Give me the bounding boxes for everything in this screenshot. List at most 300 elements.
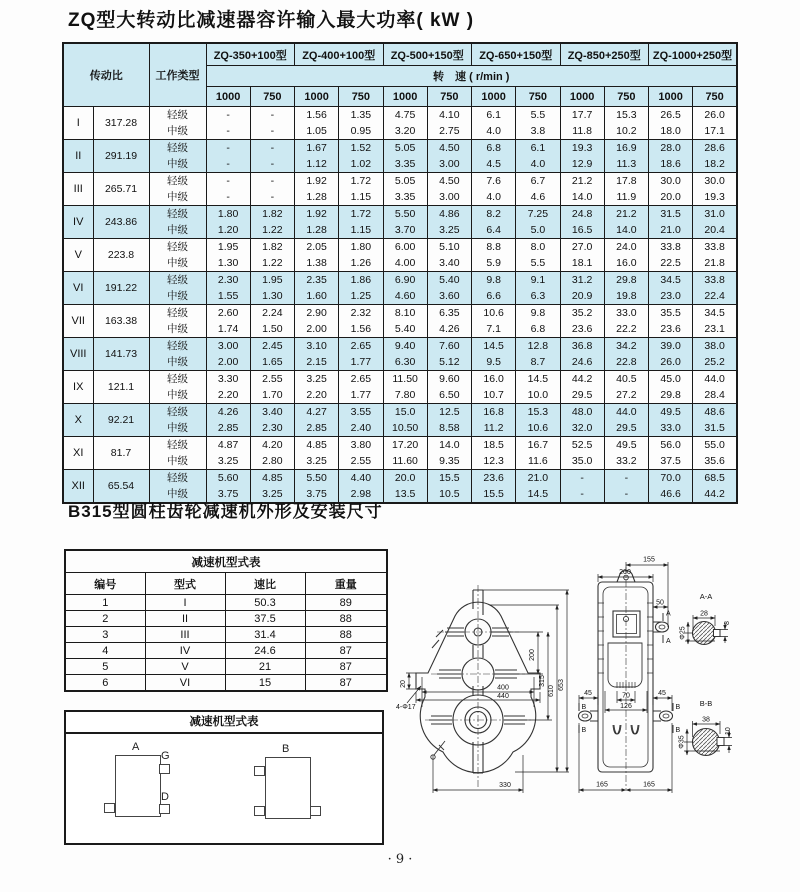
row-numeral: IV xyxy=(63,206,93,239)
power-cell: 7.60 5.12 xyxy=(427,338,471,371)
speed-value: 750 xyxy=(339,87,383,107)
svg-text:610: 610 xyxy=(548,685,555,697)
power-cell: 5.5 3.8 xyxy=(516,107,560,140)
speed-value: 1000 xyxy=(206,87,250,107)
type-table-cell: 88 xyxy=(305,627,387,643)
power-cell: 3.10 2.15 xyxy=(295,338,339,371)
row-worktype: 轻级 中级 xyxy=(149,272,206,305)
power-cell: 20.0 13.5 xyxy=(383,470,427,504)
power-cell: 2.65 1.77 xyxy=(339,371,383,404)
row-worktype: 轻级 中级 xyxy=(149,470,206,504)
row-worktype: 轻级 中级 xyxy=(149,239,206,272)
svg-text:45: 45 xyxy=(658,690,666,697)
svg-text:126: 126 xyxy=(620,703,632,710)
power-cell: 4.86 3.25 xyxy=(427,206,471,239)
row-numeral: VIII xyxy=(63,338,93,371)
speed-value: 1000 xyxy=(649,87,693,107)
row-numeral: II xyxy=(63,140,93,173)
power-cell: 4.26 2.85 xyxy=(206,404,250,437)
power-cell: 2.65 1.77 xyxy=(339,338,383,371)
row-worktype: 轻级 中级 xyxy=(149,140,206,173)
row-numeral: IX xyxy=(63,371,93,404)
row-ratio: 243.86 xyxy=(93,206,149,239)
svg-text:20: 20 xyxy=(400,680,407,688)
power-cell: 2.05 1.38 xyxy=(295,239,339,272)
row-worktype: 轻级 中级 xyxy=(149,206,206,239)
svg-text:10: 10 xyxy=(725,727,732,735)
table-row-I xyxy=(63,107,737,140)
power-cell: 6.7 4.6 xyxy=(516,173,560,206)
row-ratio: 81.7 xyxy=(93,437,149,470)
type-table-cell: 5 xyxy=(65,659,145,675)
front-view-dimensions xyxy=(406,590,569,793)
section-bb xyxy=(679,699,733,756)
model-header-3: ZQ-650+150型 xyxy=(472,43,561,66)
row-numeral: V xyxy=(63,239,93,272)
type-table-cell: 50.3 xyxy=(225,595,305,611)
power-cell: 14.5 10.0 xyxy=(516,371,560,404)
variant-b-label: B xyxy=(282,743,290,755)
row-ratio: 265.71 xyxy=(93,173,149,206)
variant-a-stub-top-right xyxy=(159,764,170,774)
power-cell: 21.2 14.0 xyxy=(560,173,604,206)
power-cell: 1.82 1.22 xyxy=(250,239,294,272)
power-cell: 1.92 1.28 xyxy=(295,206,339,239)
type-table-row xyxy=(65,643,387,659)
variant-a-port-g-label: G xyxy=(161,750,170,762)
svg-text:315: 315 xyxy=(539,675,546,687)
row-numeral: XII xyxy=(63,470,93,504)
power-cell: 5.40 3.60 xyxy=(427,272,471,305)
power-cell: 16.7 11.6 xyxy=(516,437,560,470)
power-cell: 49.5 33.2 xyxy=(604,437,648,470)
svg-text:B-B: B-B xyxy=(699,699,713,708)
type-table-row xyxy=(65,611,387,627)
power-cell: 21.2 14.0 xyxy=(604,206,648,239)
power-cell: 18.5 12.3 xyxy=(472,437,516,470)
svg-text:653: 653 xyxy=(558,679,565,691)
row-numeral: XI xyxy=(63,437,93,470)
row-worktype: 轻级 中级 xyxy=(149,338,206,371)
power-cell: 33.8 22.5 xyxy=(649,239,693,272)
power-cell: 5.50 3.75 xyxy=(295,470,339,504)
worktype-header: 工作类型 xyxy=(149,43,206,107)
svg-text:B: B xyxy=(675,727,681,734)
power-cell: 5.60 3.75 xyxy=(206,470,250,504)
power-cell: 2.24 1.50 xyxy=(250,305,294,338)
power-cell: 4.75 3.20 xyxy=(383,107,427,140)
power-cell: 31.2 20.9 xyxy=(560,272,604,305)
power-cell: 7.25 5.0 xyxy=(516,206,560,239)
power-cell: 14.0 9.35 xyxy=(427,437,471,470)
power-cell: 4.40 2.98 xyxy=(339,470,383,504)
type-table-cell: II xyxy=(145,611,225,627)
power-cell: 5.50 3.70 xyxy=(383,206,427,239)
row-numeral: VI xyxy=(63,272,93,305)
power-cell: 30.0 19.3 xyxy=(693,173,737,206)
power-cell: 16.0 10.7 xyxy=(472,371,516,404)
power-cell: - - xyxy=(206,107,250,140)
power-cell: 1.92 1.28 xyxy=(295,173,339,206)
row-worktype: 轻级 中级 xyxy=(149,305,206,338)
power-cell: 33.8 22.4 xyxy=(693,272,737,305)
power-cell: 29.8 19.8 xyxy=(604,272,648,305)
power-cell: 2.30 1.55 xyxy=(206,272,250,305)
svg-text:A: A xyxy=(666,610,671,618)
type-table-cell: 31.4 xyxy=(225,627,305,643)
variant-a-port-d-label: D xyxy=(161,791,169,803)
power-cell: 31.5 21.0 xyxy=(649,206,693,239)
section2-title: B315型圆柱齿轮减速机外形及安装尺寸 xyxy=(68,502,383,521)
type-table-cell: 24.6 xyxy=(225,643,305,659)
power-cell: 6.00 4.00 xyxy=(383,239,427,272)
row-ratio: 121.1 xyxy=(93,371,149,404)
power-cell: 28.6 18.2 xyxy=(693,140,737,173)
power-cell: 14.5 9.5 xyxy=(472,338,516,371)
svg-text:440: 440 xyxy=(497,693,509,700)
power-cell: 56.0 37.5 xyxy=(649,437,693,470)
power-cell: 6.8 4.5 xyxy=(472,140,516,173)
power-cell: 1.86 1.25 xyxy=(339,272,383,305)
power-cell: 35.2 23.6 xyxy=(560,305,604,338)
svg-text:200: 200 xyxy=(529,649,536,661)
power-cell: - - xyxy=(250,140,294,173)
power-cell: 15.5 10.5 xyxy=(427,470,471,504)
power-cell: 26.0 17.1 xyxy=(693,107,737,140)
power-cell: 9.1 6.3 xyxy=(516,272,560,305)
power-cell: 52.5 35.0 xyxy=(560,437,604,470)
type-table-cell: VI xyxy=(145,675,225,692)
power-cell: 4.85 3.25 xyxy=(295,437,339,470)
power-table-body xyxy=(63,107,737,504)
speed-value: 1000 xyxy=(472,87,516,107)
model-header-4: ZQ-850+250型 xyxy=(560,43,649,66)
power-cell: 55.0 35.6 xyxy=(693,437,737,470)
svg-text:8: 8 xyxy=(724,621,731,625)
power-cell: 1.72 1.15 xyxy=(339,206,383,239)
power-cell: 1.67 1.12 xyxy=(295,140,339,173)
power-cell: 33.0 22.2 xyxy=(604,305,648,338)
power-cell: 4.50 3.00 xyxy=(427,140,471,173)
power-cell: 17.7 11.8 xyxy=(560,107,604,140)
power-cell: 6.35 4.26 xyxy=(427,305,471,338)
power-cell: 34.2 22.8 xyxy=(604,338,648,371)
svg-text:A: A xyxy=(666,638,671,645)
power-cell: 21.0 14.5 xyxy=(516,470,560,504)
power-cell: 19.3 12.9 xyxy=(560,140,604,173)
reducer-type-table xyxy=(64,549,388,692)
svg-text:200: 200 xyxy=(619,569,631,576)
power-cell: 2.55 1.70 xyxy=(250,371,294,404)
power-cell: 2.45 1.65 xyxy=(250,338,294,371)
power-cell: 12.8 8.7 xyxy=(516,338,560,371)
table-row-VI xyxy=(63,272,737,305)
power-cell: 2.32 1.56 xyxy=(339,305,383,338)
section1-title: ZQ型大转动比减速器容许输入最大功率( kW ) xyxy=(68,10,475,31)
row-worktype: 轻级 中级 xyxy=(149,404,206,437)
power-cell: 1.72 1.15 xyxy=(339,173,383,206)
power-cell: 3.55 2.40 xyxy=(339,404,383,437)
power-cell: 44.0 28.4 xyxy=(693,371,737,404)
power-cell: - - xyxy=(560,470,604,504)
model-header-2: ZQ-500+150型 xyxy=(383,43,472,66)
power-cell: 45.0 29.8 xyxy=(649,371,693,404)
power-cell: 48.6 31.5 xyxy=(693,404,737,437)
type-table-cell: I xyxy=(145,595,225,611)
power-cell: 6.1 4.0 xyxy=(516,140,560,173)
row-ratio: 317.28 xyxy=(93,107,149,140)
power-cell: 34.5 23.1 xyxy=(693,305,737,338)
speed-value: 750 xyxy=(604,87,648,107)
row-ratio: 291.19 xyxy=(93,140,149,173)
power-cell: 11.50 7.80 xyxy=(383,371,427,404)
power-cell: 3.40 2.30 xyxy=(250,404,294,437)
power-cell: 15.3 10.6 xyxy=(516,404,560,437)
power-cell: 4.10 2.75 xyxy=(427,107,471,140)
power-cell: - - xyxy=(206,173,250,206)
row-ratio: 191.22 xyxy=(93,272,149,305)
row-worktype: 轻级 中级 xyxy=(149,107,206,140)
variant-b-stub-bottom-left xyxy=(254,806,265,816)
power-cell: 33.8 21.8 xyxy=(693,239,737,272)
row-worktype: 轻级 中级 xyxy=(149,437,206,470)
power-cell: 26.5 18.0 xyxy=(649,107,693,140)
type-table-cell: 15 xyxy=(225,675,305,692)
type-table-row xyxy=(65,595,387,611)
power-cell: 23.6 15.5 xyxy=(472,470,516,504)
ratio-header: 传动比 xyxy=(63,43,149,107)
type-table-cell: V xyxy=(145,659,225,675)
power-cell: 3.80 2.55 xyxy=(339,437,383,470)
table-row-III xyxy=(63,173,737,206)
power-table-head xyxy=(63,43,737,107)
model-header-0: ZQ-350+100型 xyxy=(206,43,295,66)
power-cell: - - xyxy=(250,107,294,140)
speed-value: 1000 xyxy=(560,87,604,107)
row-numeral: X xyxy=(63,404,93,437)
power-cell: 2.90 2.00 xyxy=(295,305,339,338)
type-table-cell: III xyxy=(145,627,225,643)
type-table-cell: 87 xyxy=(305,643,387,659)
power-cell: 1.95 1.30 xyxy=(206,239,250,272)
power-cell: 16.9 11.3 xyxy=(604,140,648,173)
power-cell: 30.0 20.0 xyxy=(649,173,693,206)
power-cell: - - xyxy=(206,140,250,173)
power-cell: 1.80 1.26 xyxy=(339,239,383,272)
power-cell: 70.0 46.6 xyxy=(649,470,693,504)
speed-header: 转 速 ( r/min ) xyxy=(206,66,737,87)
table-row-IX xyxy=(63,371,737,404)
power-cell: 48.0 32.0 xyxy=(560,404,604,437)
power-cell: 31.0 20.4 xyxy=(693,206,737,239)
type-table-caption-row xyxy=(65,550,387,573)
model-header-row xyxy=(63,43,737,66)
table-row-VIII xyxy=(63,338,737,371)
svg-text:38: 38 xyxy=(702,716,710,724)
type-table-cell: IV xyxy=(145,643,225,659)
svg-text:165: 165 xyxy=(596,781,608,789)
power-cell: 6.1 4.0 xyxy=(472,107,516,140)
variant-a-body xyxy=(115,755,161,817)
type-table-header-row xyxy=(65,573,387,595)
variant-a-stub-bottom-right xyxy=(159,804,170,814)
power-cell: 10.6 7.1 xyxy=(472,305,516,338)
speed-value: 750 xyxy=(516,87,560,107)
svg-text:28: 28 xyxy=(700,610,708,618)
power-cell: 2.35 1.60 xyxy=(295,272,339,305)
row-ratio: 92.21 xyxy=(93,404,149,437)
power-cell: 1.56 1.05 xyxy=(295,107,339,140)
variant-b-stub-bottom-right xyxy=(310,806,321,816)
svg-text:A-A: A-A xyxy=(699,592,713,601)
svg-text:155: 155 xyxy=(643,556,655,564)
svg-text:165: 165 xyxy=(643,781,655,789)
power-cell: 4.20 2.80 xyxy=(250,437,294,470)
power-cell: 9.8 6.8 xyxy=(516,305,560,338)
power-cell: 17.20 11.60 xyxy=(383,437,427,470)
row-ratio: 223.8 xyxy=(93,239,149,272)
power-cell: 5.05 3.35 xyxy=(383,140,427,173)
power-cell: 28.0 18.6 xyxy=(649,140,693,173)
variant-a-label: A xyxy=(132,741,140,753)
type-table-cell: 4 xyxy=(65,643,145,659)
power-cell: - - xyxy=(604,470,648,504)
variant-b-body xyxy=(265,757,311,819)
power-cell: 49.5 33.0 xyxy=(649,404,693,437)
power-cell: 38.0 25.2 xyxy=(693,338,737,371)
power-cell: 27.0 18.1 xyxy=(560,239,604,272)
type-table-row xyxy=(65,675,387,692)
svg-text:330: 330 xyxy=(499,782,511,789)
variant-a-stub-bottom-left xyxy=(104,803,115,813)
dimension-drawing xyxy=(395,545,800,850)
type-table-cell: 2 xyxy=(65,611,145,627)
power-cell: 7.6 4.0 xyxy=(472,173,516,206)
power-cell: 1.80 1.20 xyxy=(206,206,250,239)
type-table-row xyxy=(65,659,387,675)
svg-text:70: 70 xyxy=(622,692,630,700)
power-cell: 15.3 10.2 xyxy=(604,107,648,140)
power-cell: 4.50 3.00 xyxy=(427,173,471,206)
power-cell: 9.40 6.30 xyxy=(383,338,427,371)
power-cell: 44.0 29.5 xyxy=(604,404,648,437)
power-cell: 9.8 6.6 xyxy=(472,272,516,305)
type-table-cell: 88 xyxy=(305,611,387,627)
row-ratio: 141.73 xyxy=(93,338,149,371)
power-cell: 1.35 0.95 xyxy=(339,107,383,140)
svg-text:Φ35: Φ35 xyxy=(678,735,686,749)
type-table-cell: 87 xyxy=(305,675,387,692)
variant-box-caption: 减速机型式表 xyxy=(66,712,382,734)
type-table-row xyxy=(65,627,387,643)
table-row-X xyxy=(63,404,737,437)
power-cell: 68.5 44.2 xyxy=(693,470,737,504)
power-cell: 24.8 16.5 xyxy=(560,206,604,239)
table-row-IV xyxy=(63,206,737,239)
speed-value: 1000 xyxy=(383,87,427,107)
svg-text:400: 400 xyxy=(497,684,509,692)
power-cell: 5.05 3.35 xyxy=(383,173,427,206)
type-table-header: 型式 xyxy=(145,573,225,595)
power-cell: 15.0 10.50 xyxy=(383,404,427,437)
svg-text:Φ25: Φ25 xyxy=(679,626,687,640)
table-row-V xyxy=(63,239,737,272)
power-cell: 44.2 29.5 xyxy=(560,371,604,404)
table-row-VII xyxy=(63,305,737,338)
row-numeral: III xyxy=(63,173,93,206)
power-cell: - - xyxy=(250,173,294,206)
power-cell: 8.2 6.4 xyxy=(472,206,516,239)
variant-diagram-box xyxy=(64,710,384,845)
power-cell: 1.82 1.22 xyxy=(250,206,294,239)
power-cell: 24.0 16.0 xyxy=(604,239,648,272)
power-cell: 8.8 5.9 xyxy=(472,239,516,272)
power-cell: 17.8 11.9 xyxy=(604,173,648,206)
row-worktype: 轻级 中级 xyxy=(149,371,206,404)
power-cell: 39.0 26.0 xyxy=(649,338,693,371)
table-row-II xyxy=(63,140,737,173)
page-number: · 9 · xyxy=(387,852,413,867)
model-header-5: ZQ-1000+250型 xyxy=(649,43,738,66)
power-cell: 1.95 1.30 xyxy=(250,272,294,305)
speed-value: 750 xyxy=(250,87,294,107)
speed-value: 750 xyxy=(427,87,471,107)
type-table-caption: 减速机型式表 xyxy=(65,550,387,573)
power-cell: 1.52 1.02 xyxy=(339,140,383,173)
power-cell: 3.30 2.20 xyxy=(206,371,250,404)
power-cell: 40.5 27.2 xyxy=(604,371,648,404)
type-table-cell: 1 xyxy=(65,595,145,611)
row-ratio: 163.38 xyxy=(93,305,149,338)
power-cell: 5.10 3.40 xyxy=(427,239,471,272)
power-cell: 8.0 5.5 xyxy=(516,239,560,272)
row-ratio: 65.54 xyxy=(93,470,149,504)
svg-text:50: 50 xyxy=(656,599,664,607)
row-numeral: I xyxy=(63,107,93,140)
power-cell: 3.25 2.20 xyxy=(295,371,339,404)
type-table-header: 重量 xyxy=(305,573,387,595)
power-cell: 4.85 3.25 xyxy=(250,470,294,504)
front-view xyxy=(416,585,540,787)
speed-value: 750 xyxy=(693,87,737,107)
power-cell: 4.87 3.25 xyxy=(206,437,250,470)
power-cell: 4.27 2.85 xyxy=(295,404,339,437)
power-cell: 6.90 4.60 xyxy=(383,272,427,305)
row-numeral: VII xyxy=(63,305,93,338)
section-aa xyxy=(680,592,732,645)
power-cell: 2.60 1.74 xyxy=(206,305,250,338)
type-table-cell: 6 xyxy=(65,675,145,692)
svg-text:4-Φ17: 4-Φ17 xyxy=(396,704,416,711)
type-table-cell: 37.5 xyxy=(225,611,305,627)
power-cell: 3.00 2.00 xyxy=(206,338,250,371)
power-cell: 8.10 5.40 xyxy=(383,305,427,338)
type-table-cell: 21 xyxy=(225,659,305,675)
power-cell: 16.8 11.2 xyxy=(472,404,516,437)
svg-text:45: 45 xyxy=(584,690,592,697)
svg-text:B: B xyxy=(581,727,587,734)
svg-text:B: B xyxy=(675,704,681,711)
model-header-1: ZQ-400+100型 xyxy=(295,43,384,66)
type-table-cell: 87 xyxy=(305,659,387,675)
front-view-labels xyxy=(396,649,565,789)
variant-b-stub-top-left xyxy=(254,766,265,776)
power-rating-table xyxy=(62,42,738,504)
power-cell: 35.5 23.6 xyxy=(649,305,693,338)
side-view-labels xyxy=(582,557,681,789)
table-row-XI xyxy=(63,437,737,470)
power-cell: 9.60 6.50 xyxy=(427,371,471,404)
